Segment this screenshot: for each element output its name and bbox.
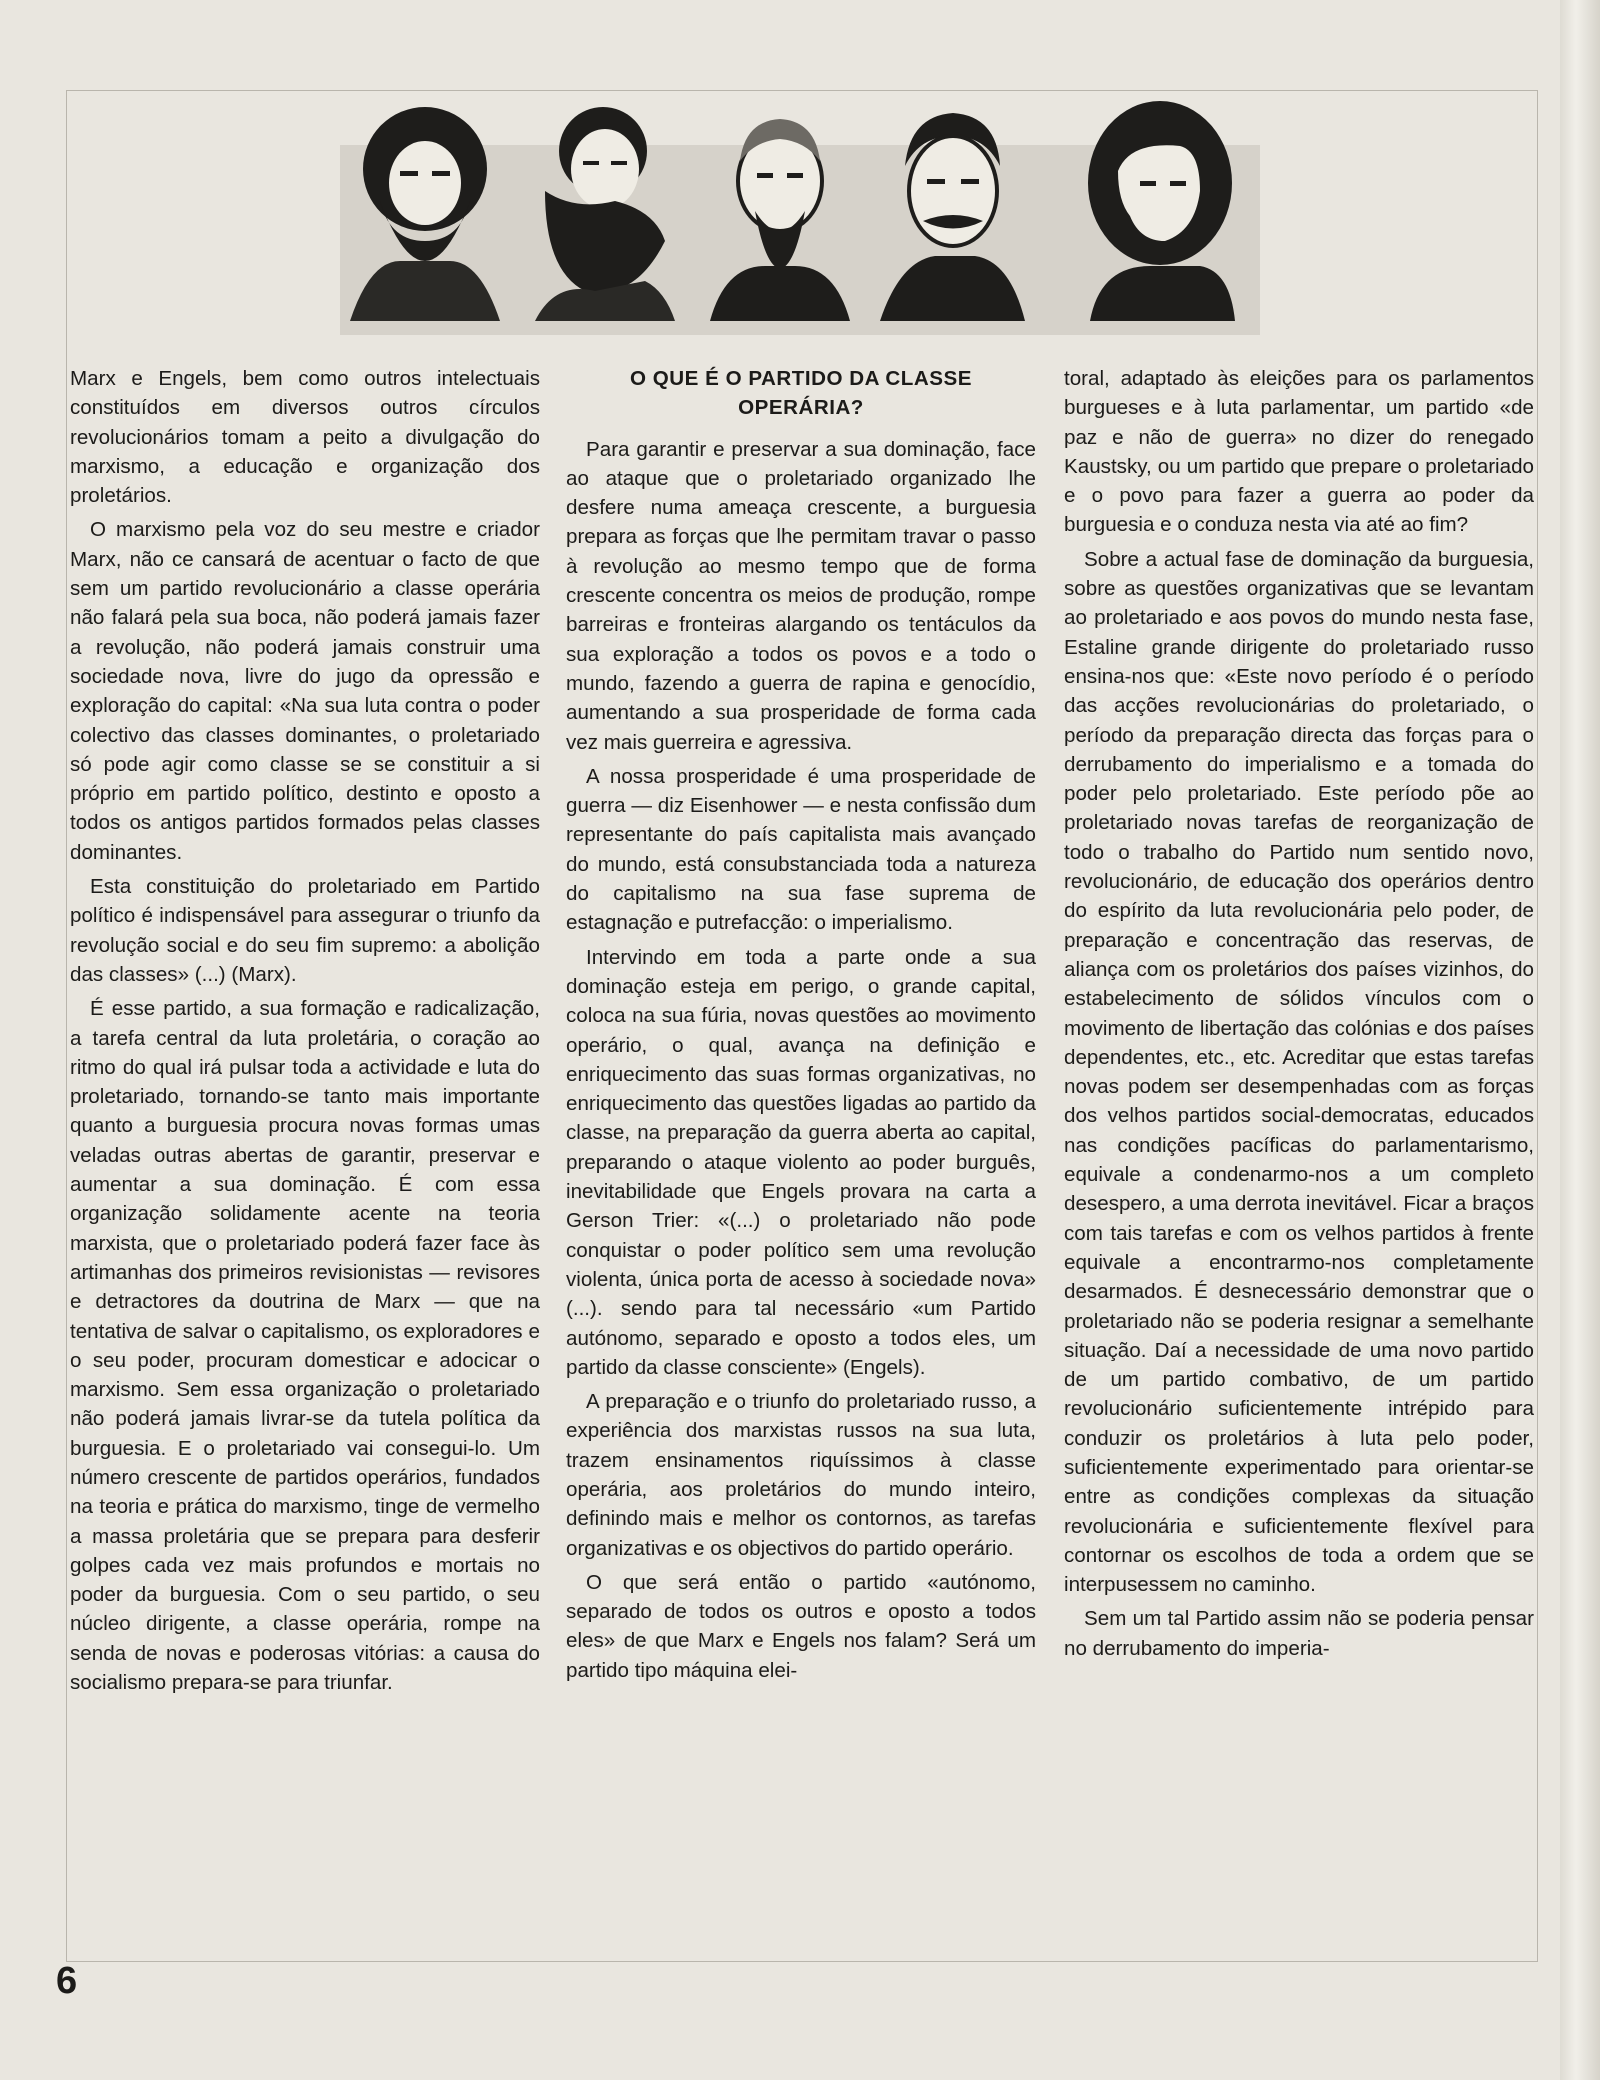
column-2 bbox=[566, 364, 1036, 1690]
marx-portrait bbox=[340, 91, 510, 321]
paragraph: Sem um tal Partido assim não se poderia pensar no derrubamento do imperia- bbox=[1064, 1607, 1534, 1660]
portraits-header bbox=[330, 85, 1270, 335]
paragraph: A nossa prosperidade é uma prosperidade de guerra — diz Eisenhower — e nesta confissão dum representante do país capitalista mais avançado do mundo, está consubstanciada toda a natureza do capitalismo na sua fase suprema de estagnação e putrefacção: o imperialismo. bbox=[566, 764, 1036, 935]
paragraph: toral, adaptado às eleições para os parlamentos burgueses e à luta parlamentar, um partido «de paz e não de guerra» no dizer do renegado Kaustsky, ou um partido que prepare o proletariado e o povo para fazer a guerra ao poder da burguesia e o conduza nesta via até ao fim? bbox=[1064, 367, 1534, 537]
paragraph: O que será então o partido «autónomo, separado de todos os outros e oposto a todos eles» de que Marx e Engels nos falam? Será um partido tipo máquina elei- bbox=[566, 1570, 1036, 1682]
paragraph: Intervindo em toda a parte onde a sua dominação esteja em perigo, o grande capital, coloca na sua fúria, novas questões ao movimento operário, o qual, avança na definição e enriquecimento das suas formas organizativas, no enriquecimento das questões ligadas ao partido da classe, na preparação da guerra aberta ao capital, preparando o ataque violento ao poder burguês, inevitabilidade que Engels provara na carta a Gerson Trier: «(...) o proletariado não pode conquistar o poder político sem uma revolução violenta, única porta de acesso à sociedade nova» (...). sendo para tal necessário «um Partido autónomo, separado e oposto a todos eles, um partido da classe consciente» (Engels). bbox=[566, 945, 1036, 1379]
paragraph: Marx e Engels, bem como outros intelectuais constituídos em diversos outros círculos revolucionários tomam a peito a divulgação do marxismo, a educação e organização dos proletários. bbox=[70, 367, 540, 508]
paper-edge bbox=[1560, 0, 1600, 2080]
paragraph: A preparação e o triunfo do proletariado russo, a experiência dos marxistas russos na sua luta, trazem ensinamentos riquíssimos à classe operária, aos proletários do mundo inteiro, definindo mais e melhor os contornos, as tarefas organizativas e os objectivos do partido operário. bbox=[566, 1390, 1036, 1560]
page-number: 6 bbox=[56, 1960, 78, 2002]
mao-portrait bbox=[1070, 91, 1240, 321]
column-3 bbox=[1064, 364, 1534, 1668]
stalin-portrait bbox=[865, 91, 1035, 321]
section-heading: O QUE É O PARTIDO DA CLASSE OPERÁRIA? bbox=[630, 367, 972, 420]
column-1 bbox=[70, 364, 540, 1702]
lenin-portrait bbox=[695, 91, 865, 321]
paragraph: Esta constituição do proletariado em Partido político é indispensável para assegurar o triunfo da revolução social e do seu fim supremo: a abolição das classes» (...) (Marx). bbox=[70, 875, 540, 986]
paragraph: Sobre a actual fase de dominação da burguesia, sobre as questões organizativas que se levantam ao proletariado e aos povos do mundo nesta fase, Estaline grande dirigente do proletariado russo ensina-nos que: «Este novo período é o período das acções revolucionárias do proletariado, o período da preparação directa das forças para o derrubamento do imperialismo e a tomada do poder pelo proletariado. Este período põe ao proletariado novas tarefas de reorganização de todo o trabalho do Partido num sentido novo, revolucionário, de educação dos operários dentro do espírito da luta revolucionária pelo poder, de preparação e concentração das reservas, de aliança com os proletários dos países vizinhos, do estabelecimento de sólidos vínculos com o movimento de libertação das colónias e dos países dependentes, etc., etc. Acreditar que estas tarefas novas podem ser desempenhadas com as forças dos velhos partidos social-democratas, educados nas condições pacíficas do parlamentarismo, equivale a condenarmo-nos a um completo desespero, a uma derrota inevitável. Ficar a braços com tais tarefas e com os velhos partidos à frente equivale a encontrarmo-nos completamente desarmados. É desnecessário demonstrar que o proletariado não se poderia resignar a semelhante situação. Daí a necessidade de uma novo partido de um partido combativo, de um partido revolucionário suficientemente intrépido para conduzir os proletários à luta pelo poder, suficientemente experimentado para orientar-se entre as condições complexas da situação revolucionária e suficientemente flexível para contornar os escolhos de toda a ordem que se interpusessem no caminho. bbox=[1064, 547, 1534, 1597]
engels-portrait bbox=[515, 91, 685, 321]
paragraph: É esse partido, a sua formação e radicalização, a tarefa central da luta proletária, o coração ao ritmo do qual irá pulsar toda a actividade e luta do proletariado, tornando-se tanto mais importante quanto a burguesia procura novas formas umas veladas outras abertas de garantir, preservar e aumentar a sua dominação. É com essa organização solidamente acente na teoria marxista, que o proletariado poderá fazer face às artimanhas dos primeiros revisionistas — revisores e detractores da doutrina de Marx — que na tentativa de salvar o capitalismo, os exploradores e o seu poder, procuram domesticar e adocicar o marxismo. Sem essa organização o proletariado não poderá jamais livrar-se da tutela política da burguesia. E o proletariado vai consegui-lo. Um número crescente de partidos operários, fundados na teoria e prática do marxismo, tinge de vermelho a massa proletária que se prepara para desferir golpes cada vez mais profundos e mortais no poder da burguesia. Com o seu partido, o seu núcleo dirigente, a classe operária, rompe na senda de novas e poderosas vitórias: a causa do socialismo prepara-se para triunfar. bbox=[70, 997, 540, 1695]
paragraph: O marxismo pela voz do seu mestre e criador Marx, não ce cansará de acentuar o facto de que sem um partido revolucionário a classe operária não falará pela sua boca, não poderá jamais fazer a revolução, não poderá jamais construir uma sociedade nova, livre do jugo da opressão e exploração do capital: «Na sua luta contra o poder colectivo das classes dominantes, o proletariado só pode agir como classe se se constituir a si próprio em partido político, destinto e oposto a todos os antigos partidos formados pelas classes dominantes. bbox=[70, 518, 540, 864]
paragraph: Para garantir e preservar a sua dominação, face ao ataque que o proletariado organizado lhe desfere numa ameaça crescente, a burguesia prepara as forças que lhe permitam travar o passo à revolução ao mesmo tempo que de forma crescente concentra os meios de produção, rompe barreiras e fronteiras alargando os tentáculos da sua exploração a todos os povos e a todo o mundo, fazendo a guerra de rapina e genocídio, aumentando a sua prosperidade de forma cada vez mais guerreira e agressiva. bbox=[566, 437, 1036, 754]
